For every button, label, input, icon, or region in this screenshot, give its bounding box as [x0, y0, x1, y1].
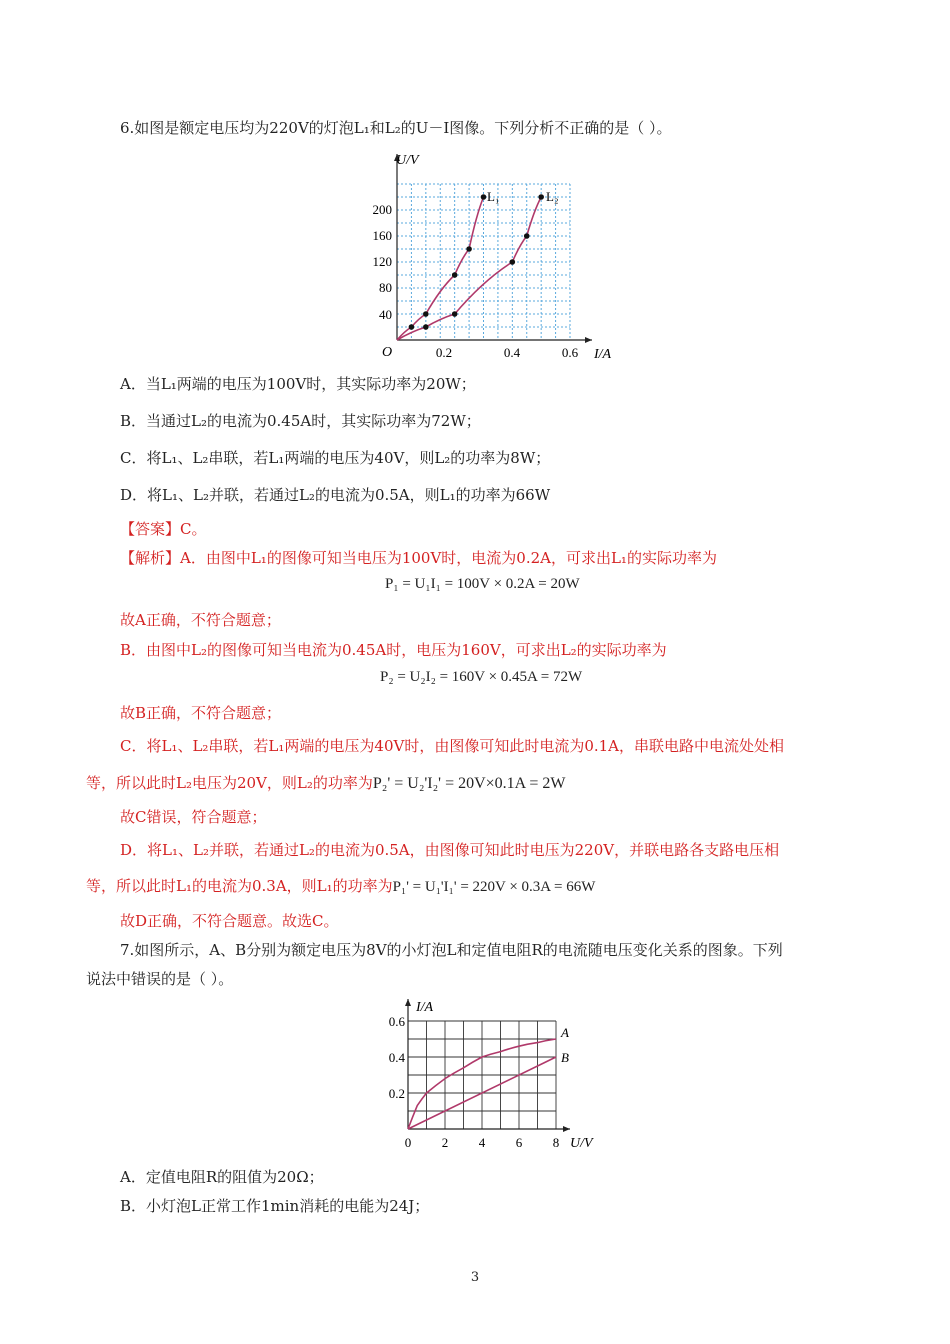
- chart1-ytick-2: 120: [372, 254, 392, 269]
- chart1-series-2-point: [524, 233, 530, 239]
- chart1-xtick-2: 0.6: [561, 345, 579, 360]
- chart1-series-2-point: [423, 324, 429, 330]
- chart1-series-2-point: [452, 311, 458, 317]
- chart2-xlabel: U/V: [570, 1136, 593, 1151]
- q6-conc-b: 故B正确，不符合题意；: [120, 704, 282, 722]
- q6-analysis-a: [120, 548, 717, 568]
- q7-stem-1: 7.如图所示，A、B分别为额定电压为8V的小灯泡L和定值电阻R的电流随电压变化关系的图象。下列: [120, 941, 783, 959]
- chart2-ylabel: I/A: [416, 1000, 434, 1015]
- chart1-series-1-point: [452, 272, 458, 278]
- chart1-legend-L2: L₂: [546, 189, 559, 204]
- q6-eq-b: P₂ = U₂I₂ = 160V × 0.45A = 72W: [380, 669, 583, 685]
- page-number: 3: [470, 1270, 480, 1285]
- chart2-xtick-3: 8: [552, 1135, 560, 1150]
- q6-conc-a: 故A正确，不符合题意；: [120, 611, 281, 629]
- q7-option-a: A．定值电阻R的阻值为20Ω；: [120, 1168, 324, 1186]
- chart1-series-2-point: [510, 259, 516, 265]
- chart1-xlabel: I/A: [594, 347, 612, 362]
- chart2-origin: 0: [404, 1135, 412, 1150]
- q6-analysis-d1: D．将L₁、L₂并联，若通过L₂的电流为0.5A，由图像可知此时电压为220V，并联电路各支路电压相: [120, 841, 780, 859]
- chart1-ytick-1: 80: [379, 280, 392, 295]
- chart1-ytick-3: 160: [372, 228, 392, 243]
- chart1-ylabel: U/V: [396, 153, 419, 168]
- q6-eq-c: P₂' = U₂'I₂' = 20V×0.1A = 2W: [372, 775, 566, 792]
- chart2-xtick-0: 2: [441, 1135, 449, 1150]
- chart1-series-1-point: [466, 246, 472, 252]
- chart1-ytick-0: 40: [379, 307, 392, 322]
- chart2-legend-A: A: [561, 1025, 569, 1040]
- chart2-y-arrow: [405, 999, 411, 1006]
- analysis-c2-text: 等，所以此时L₂电压为20V，则L₂的功率为: [86, 774, 373, 792]
- chart2-ytick-2: 0.6: [388, 1014, 405, 1029]
- chart1-series-1-point: [481, 194, 487, 200]
- chart1-xtick-0: 0.2: [435, 345, 453, 360]
- chart2-legend-B: B: [561, 1050, 569, 1065]
- analysis-d2-text: 等，所以此时L₁的电流为0.3A，则L₁的功率为: [86, 877, 393, 895]
- chart1-origin: O: [382, 345, 393, 360]
- q6-conc-d: 故D正确，不符合题意。故选C。: [120, 912, 339, 930]
- chart2-xtick-1: 4: [478, 1135, 486, 1150]
- chart2-x-arrow: [563, 1126, 570, 1132]
- q6-option-b: B．当通过L₂的电流为0.45A时，其实际功率为72W；: [120, 412, 481, 430]
- q6-option-c: C．将L₁、L₂串联，若L₁两端的电压为40V，则L₂的功率为8W；: [120, 449, 551, 467]
- q7-stem-2: 说法中错误的是（ ）。: [86, 970, 234, 988]
- q6-analysis-d2: [86, 876, 595, 897]
- ui-chart-1: [360, 148, 620, 363]
- q6-option-d: D．将L₁、L₂并联，若通过L₂的电流为0.5A，则L₁的功率为66W: [120, 486, 551, 504]
- chart1-x-arrow: [585, 337, 592, 343]
- q6-stem: 6.如图是额定电压均为220V的灯泡L₁和L₂的U－I图像。下列分析不正确的是（ ）。: [120, 119, 672, 137]
- q6-eq-a: P₁ = U₁I₁ = 100V × 0.2A = 20W: [385, 576, 580, 592]
- chart1-series-1-point: [423, 311, 429, 317]
- q6-analysis-b: B．由图中L₂的图像可知当电流为0.45A时，电压为160V，可求出L₂的实际功率为: [120, 641, 667, 659]
- chart2-ytick-0: 0.2: [388, 1086, 405, 1101]
- ui-chart-2: [372, 995, 602, 1155]
- q6-option-a: A．当L₁两端的电压为100V时，其实际功率为20W；: [120, 375, 476, 393]
- q6-eq-d: P₁' = U₁'I₁' = 220V × 0.3A = 66W: [392, 879, 596, 895]
- chart2-ytick-1: 0.4: [388, 1050, 405, 1065]
- chart1-ytick-4: 200: [372, 202, 392, 217]
- chart2-grid: [408, 1021, 556, 1129]
- analysis-a-text: A．由图中L₁的图像可知当电压为100V时，电流为0.2A，可求出L₁的实际功率为: [180, 549, 717, 567]
- q7-option-b: B．小灯泡L正常工作1min消耗的电能为24J；: [120, 1197, 430, 1215]
- q6-answer: 【答案】C。: [120, 520, 207, 538]
- q6-analysis-c2: [86, 773, 565, 794]
- q6-analysis-c1: C．将L₁、L₂串联，若L₁两端的电压为40V时，由图像可知此时电流为0.1A，串联电路中电流处处相: [120, 737, 785, 755]
- chart1-legend-L1: L₁: [487, 189, 500, 204]
- chart1-series-2-point: [538, 194, 544, 200]
- chart2-xtick-2: 6: [515, 1135, 523, 1150]
- chart1-series-1-point: [409, 324, 415, 330]
- analysis-label: 【解析】: [120, 549, 181, 567]
- q6-conc-c: 故C错误，符合题意；: [120, 808, 267, 826]
- chart1-xtick-1: 0.4: [503, 345, 521, 360]
